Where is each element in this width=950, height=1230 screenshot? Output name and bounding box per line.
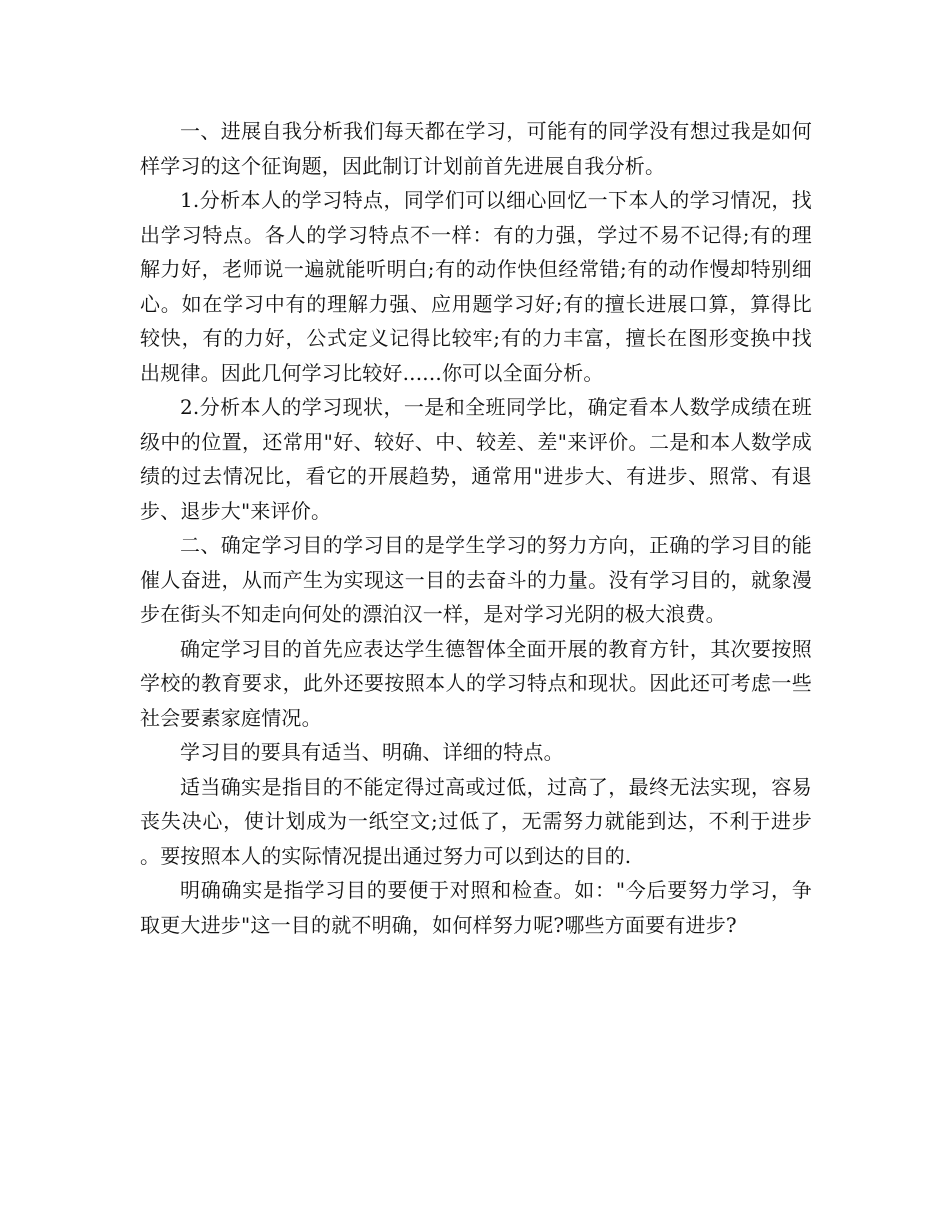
- paragraph-clear-goal: 明确确实是指学习目的要便于对照和检查。如："今后要努力学习，争取更大进步"这一目的就不明确，如何样努力呢?哪些方面要有进步?: [140, 878, 812, 937]
- paragraph-goal-basis: 确定学习目的首先应表达学生德智体全面开展的教育方针，其次要按照学校的教育要求，此外还要按照本人的学习特点和现状。因此还可考虑一些社会要素家庭情况。: [140, 636, 812, 730]
- paragraph-appropriate-goal: 适当确实是指目的不能定得过高或过低，过高了，最终无法实现，容易丧失决心，使计划成为一纸空文;过低了，无需努力就能到达，不利于进步。要按照本人的实际情况提出通过努力可以到达的目的.: [140, 774, 812, 868]
- document-body: [140, 114, 812, 942]
- paragraph-learning-traits: 1.分析本人的学习特点，同学们可以细心回忆一下本人的学习情况，找出学习特点。各人的学习特点不一样：有的力强，学过不易不记得;有的理解力好，老师说一遍就能听明白;有的动作快但经常错;有的动作慢却特别细心。如在学习中有的理解力强、应用题学习好;有的擅长进展口算，算得比较快，有的力好，公式定义记得比较牢;有的力丰富，擅长在图形变换中找出规律。因此几何学习比较好......你可以全面分析。: [140, 188, 812, 385]
- paragraph-learning-status: 2.分析本人的学习现状，一是和全班同学比，确定看本人数学成绩在班级中的位置，还常用"好、较好、中、较差、差"来评价。二是和本人数学成绩的过去情况比，看它的开展趋势，通常用"进步大、有进步、照常、有退步、退步大"来评价。: [140, 395, 812, 523]
- paragraph-learning-goals: 二、确定学习目的学习目的是学生学习的努力方向，正确的学习目的能催人奋进，从而产生为实现这一目的去奋斗的力量。没有学习目的，就象漫步在街头不知走向何处的漂泊汉一样，是对学习光阴的极大浪费。: [140, 533, 812, 626]
- paragraph-self-analysis-intro: 一、进展自我分析我们每天都在学习，可能有的同学没有想过我是如何样学习的这个征询题，因此制订计划前首先进展自我分析。: [140, 119, 812, 178]
- paragraph-goal-features: 学习目的要具有适当、明确、详细的特点。: [180, 740, 564, 764]
